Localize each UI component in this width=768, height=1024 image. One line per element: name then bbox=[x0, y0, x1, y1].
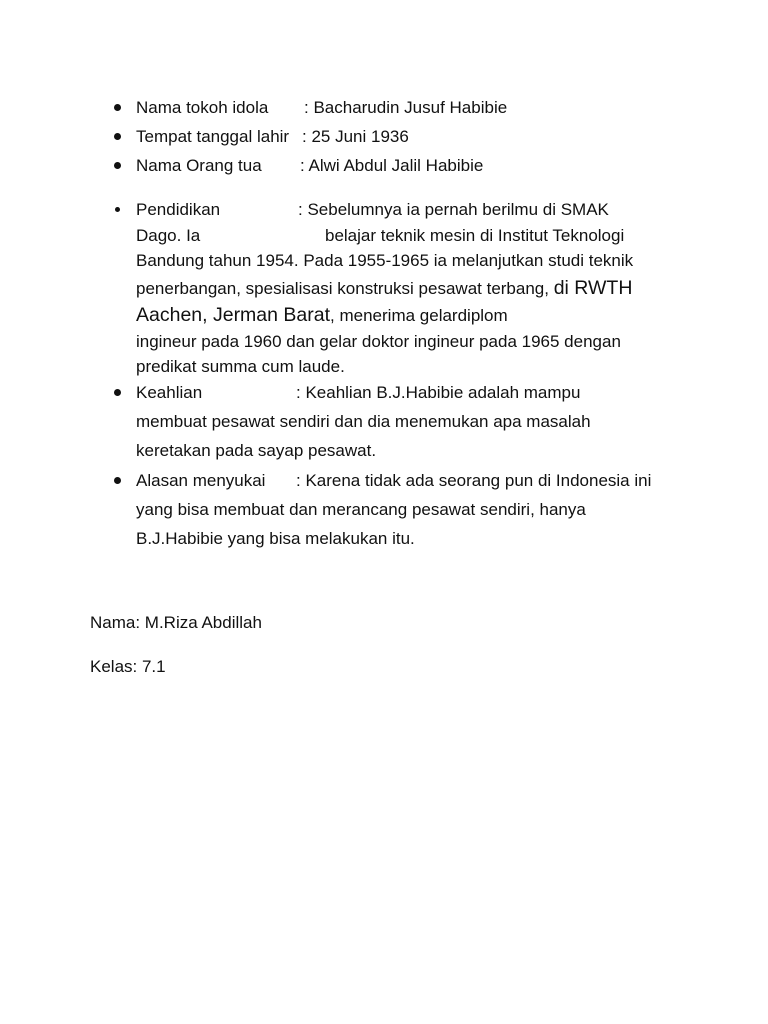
education-line-4b: di RWTH bbox=[553, 277, 633, 299]
expertise-label: Keahlian bbox=[136, 383, 203, 402]
reason-line-3: B.J.Habibie yang bisa melakukan itu. bbox=[136, 529, 415, 548]
education-line-5 bbox=[136, 304, 508, 327]
education-line-1: : Sebelumnya ia pernah berilmu di SMAK bbox=[298, 200, 609, 219]
student-name: Nama: M.Riza Abdillah bbox=[90, 613, 262, 632]
bullet-icon bbox=[115, 207, 120, 212]
reason-line-2: yang bisa membuat dan merancang pesawat sendiri, hanya bbox=[136, 500, 586, 519]
item-value-birth: : 25 Juni 1936 bbox=[302, 127, 409, 146]
item-value-idol: : Bacharudin Jusuf Habibie bbox=[304, 98, 508, 117]
education-line-2b: belajar teknik mesin di Institut Teknologi bbox=[325, 226, 625, 245]
bullet-icon bbox=[114, 477, 121, 484]
bullet-icon bbox=[114, 389, 121, 396]
education-line-3: Bandung tahun 1954. Pada 1955-1965 ia melanjutkan studi teknik bbox=[136, 251, 634, 270]
education-line-5b: , menerima gelardiplom bbox=[330, 306, 508, 325]
bullet-icon bbox=[114, 133, 121, 140]
bullet-icon bbox=[114, 162, 121, 169]
item-value-parents: : Alwi Abdul Jalil Habibie bbox=[300, 156, 484, 175]
expertise-line-2: membuat pesawat sendiri dan dia menemukan apa masalah bbox=[136, 412, 591, 431]
student-class: Kelas: 7.1 bbox=[90, 657, 166, 676]
item-label-idol: Nama tokoh idola bbox=[136, 98, 269, 117]
expertise-line-1: : Keahlian B.J.Habibie adalah mampu bbox=[296, 383, 581, 402]
education-line-5a: Aachen, Jerman Barat bbox=[136, 304, 331, 326]
education-line-2a: Dago. Ia bbox=[136, 226, 201, 245]
education-line-4a: penerbangan, spesialisasi konstruksi pesawat terbang, bbox=[136, 279, 554, 298]
expertise-line-3: keretakan pada sayap pesawat. bbox=[136, 441, 377, 460]
education-label: Pendidikan bbox=[136, 200, 221, 219]
bullet-icon bbox=[114, 104, 121, 111]
reason-line-1: : Karena tidak ada seorang pun di Indonesia ini bbox=[296, 471, 652, 490]
education-line-7: predikat summa cum laude. bbox=[136, 357, 345, 376]
item-label-parents: Nama Orang tua bbox=[136, 156, 262, 175]
education-line-4 bbox=[136, 277, 632, 300]
education-line-6: ingineur pada 1960 dan gelar doktor ingineur pada 1965 dengan bbox=[136, 332, 621, 351]
reason-label: Alasan menyukai bbox=[136, 471, 266, 490]
item-label-birth: Tempat tanggal lahir bbox=[136, 127, 290, 146]
